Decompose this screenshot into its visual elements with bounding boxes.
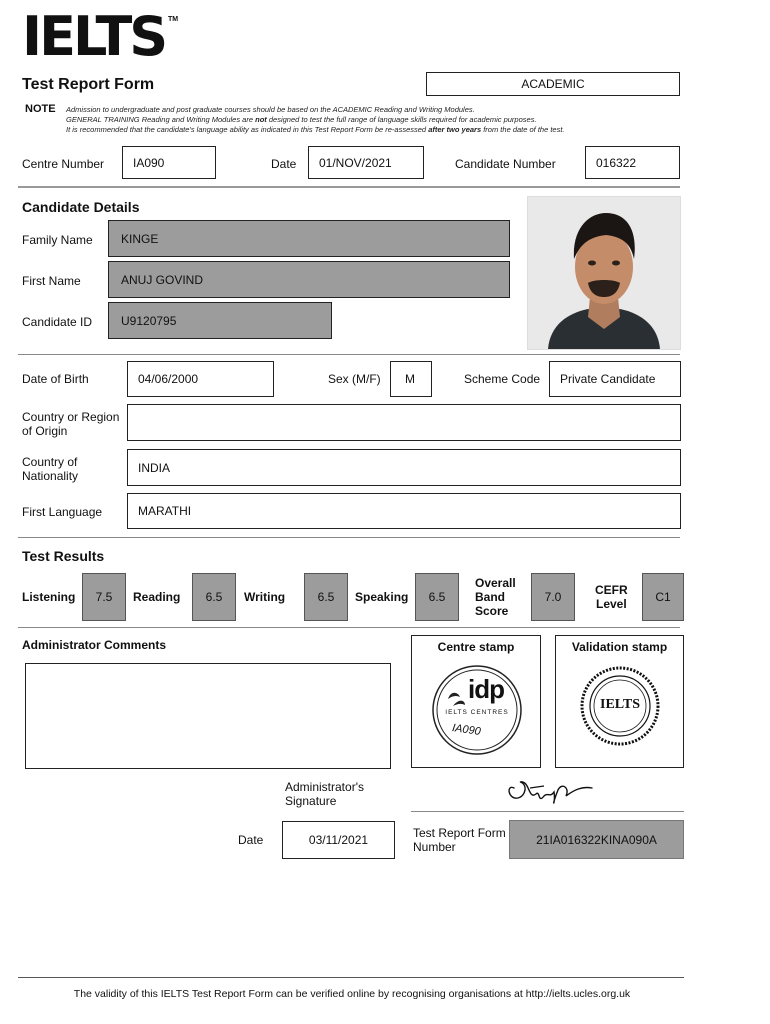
footer-divider	[18, 977, 684, 978]
candidate-photo	[527, 196, 681, 350]
writing-label: Writing	[244, 590, 286, 604]
reading-score: 6.5	[192, 573, 236, 621]
form-title: Test Report Form	[22, 76, 155, 93]
centre-stamp-box	[411, 635, 541, 768]
admin-comments-label: Administrator Comments	[22, 638, 167, 652]
scheme-code-field: Private Candidate	[549, 361, 681, 397]
candidate-id-label: Candidate ID	[22, 315, 93, 329]
validation-stamp-label: Validation stamp	[571, 640, 668, 654]
note-line-3: It is recommended that the candidate's language ability as indicated in this Test Report Form be re-assessed after two years from the date of the test.	[66, 125, 565, 134]
candidate-number-label: Candidate Number	[455, 157, 556, 171]
overall-band-label: Overall Band Score	[475, 576, 516, 618]
centre-stamp-label: Centre stamp	[437, 640, 515, 654]
logo-text: IELTS	[22, 5, 166, 68]
candidate-details-title: Candidate Details	[22, 199, 140, 215]
first-name-label: First Name	[22, 274, 81, 288]
sex-field: M	[390, 361, 432, 397]
test-date-label: Date	[271, 157, 297, 171]
speaking-score: 6.5	[415, 573, 459, 621]
divider	[18, 627, 680, 628]
reading-label: Reading	[133, 590, 181, 604]
cefr-level-label: CEFR Level	[595, 583, 628, 611]
stamp-code-text: IA090	[451, 722, 482, 738]
trf-number-field: 21IA016322KINA090A	[509, 820, 684, 859]
candidate-id-field: U9120795	[108, 302, 332, 339]
administrator-signature	[500, 770, 600, 814]
country-origin-field	[127, 404, 681, 441]
divider	[411, 811, 684, 812]
admin-comments-field	[25, 663, 391, 769]
overall-band-score: 7.0	[531, 573, 575, 621]
dob-label: Date of Birth	[22, 372, 89, 386]
family-name-field: KINGE	[108, 220, 510, 257]
divider	[18, 186, 680, 188]
test-results-title: Test Results	[22, 548, 105, 564]
first-name-field: ANUJ GOVIND	[108, 261, 510, 298]
nationality-field: INDIA	[127, 449, 681, 486]
divider	[18, 537, 680, 538]
trf-number-label: Test Report Form Number	[413, 826, 506, 854]
note-line-1: Admission to undergraduate and post graduate courses should be based on the ACADEMIC Reading and Writing Modules.	[66, 105, 475, 114]
validation-seal-text: IELTS	[600, 697, 640, 712]
sex-label: Sex (M/F)	[328, 372, 381, 386]
centre-number-field: IA090	[122, 146, 216, 179]
issue-date-label: Date	[238, 833, 264, 847]
person-silhouette-icon	[528, 197, 680, 349]
logo-trademark: TM	[168, 16, 179, 23]
first-language-field: MARATHI	[127, 493, 681, 529]
validation-stamp-box	[555, 635, 684, 768]
cefr-level-score: C1	[642, 573, 684, 621]
stamp-idp-text: idp	[468, 674, 504, 704]
listening-score: 7.5	[82, 573, 126, 621]
note-label: NOTE	[25, 103, 56, 115]
country-origin-label: Country or Region of Origin	[22, 410, 120, 438]
ielts-logo	[22, 5, 166, 68]
validity-note: The validity of this IELTS Test Report Form can be verified online by recognising organisations at http://ielts.ucles.org.uk	[73, 988, 631, 1000]
test-date-field: 01/NOV/2021	[308, 146, 424, 179]
scheme-code-label: Scheme Code	[464, 372, 541, 386]
dob-field: 04/06/2000	[127, 361, 274, 397]
module-box	[426, 72, 680, 96]
writing-score: 6.5	[304, 573, 348, 621]
family-name-label: Family Name	[22, 233, 93, 247]
speaking-label: Speaking	[355, 590, 409, 604]
stamp-centres-text: IELTS CENTRES	[445, 709, 509, 716]
nationality-label: Country of Nationality	[22, 455, 79, 483]
module-value: ACADEMIC	[521, 77, 585, 91]
note-line-2: GENERAL TRAINING Reading and Writing Modules are not designed to test the full range of language skills required for academic purposes.	[66, 115, 537, 124]
first-language-label: First Language	[22, 505, 103, 519]
centre-number-label: Centre Number	[22, 157, 105, 171]
candidate-number-field: 016322	[585, 146, 680, 179]
issue-date-field: 03/11/2021	[282, 821, 395, 859]
admin-signature-label: Administrator's Signature	[285, 780, 364, 808]
divider	[18, 354, 680, 355]
listening-label: Listening	[22, 590, 76, 604]
